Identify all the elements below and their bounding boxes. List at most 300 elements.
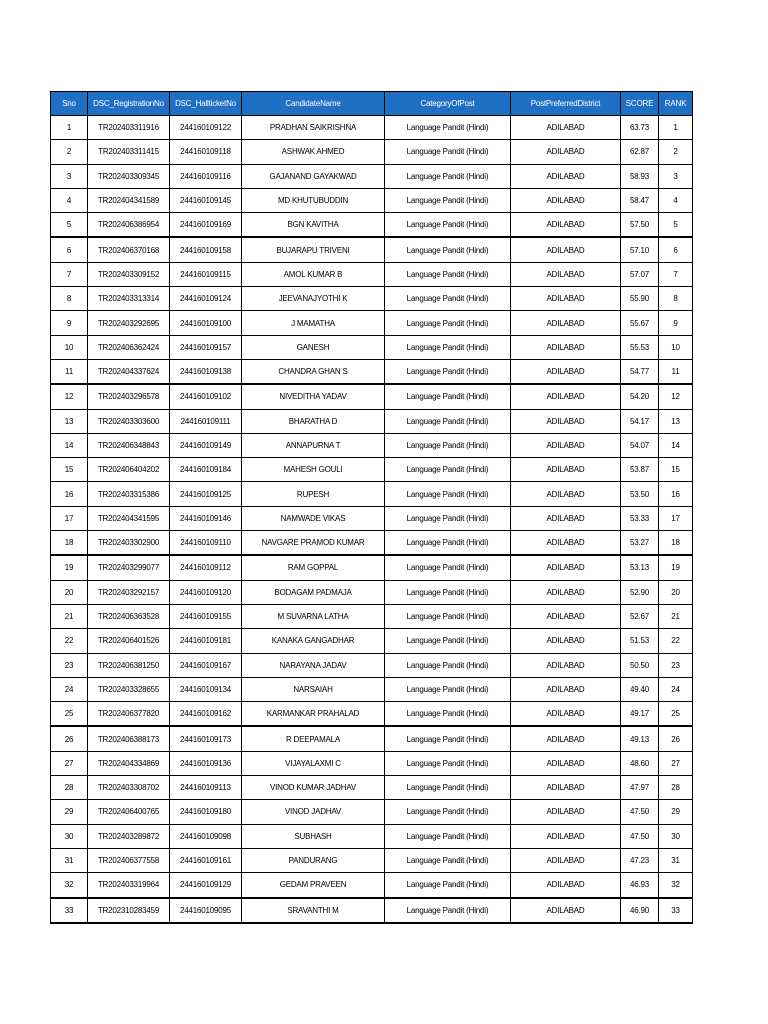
cell-score: 53.87 bbox=[621, 458, 659, 482]
cell-registration-no: TR202404341589 bbox=[88, 188, 170, 212]
cell-candidate-name: KARMANKAR PRAHALAD bbox=[242, 702, 385, 727]
table-row bbox=[51, 629, 693, 653]
cell-preferred-district: ADILABAD bbox=[511, 677, 621, 701]
cell-sno: 9 bbox=[51, 311, 88, 335]
cell-preferred-district: ADILABAD bbox=[511, 824, 621, 848]
cell-sno: 18 bbox=[51, 531, 88, 556]
cell-candidate-name: VIJAYALAXMI C bbox=[242, 751, 385, 775]
cell-category-of-post: Language Pandit (Hindi) bbox=[385, 604, 511, 628]
cell-registration-no: TR202406377558 bbox=[88, 848, 170, 872]
cell-score: 53.13 bbox=[621, 555, 659, 580]
cell-rank: 33 bbox=[659, 898, 693, 923]
cell-registration-no: TR202406348843 bbox=[88, 433, 170, 457]
cell-rank: 2 bbox=[659, 140, 693, 164]
cell-candidate-name: GAJANAND GAYAKWAD bbox=[242, 164, 385, 188]
cell-preferred-district: ADILABAD bbox=[511, 800, 621, 824]
cell-category-of-post: Language Pandit (Hindi) bbox=[385, 580, 511, 604]
cell-hallticket-no: 244160109118 bbox=[170, 140, 242, 164]
table-row bbox=[51, 751, 693, 775]
cell-hallticket-no: 244160109129 bbox=[170, 873, 242, 898]
cell-score: 62.87 bbox=[621, 140, 659, 164]
table-header bbox=[51, 92, 693, 116]
cell-hallticket-no: 244160109125 bbox=[170, 482, 242, 506]
cell-score: 63.73 bbox=[621, 116, 659, 140]
cell-candidate-name: ASHWAK AHMED bbox=[242, 140, 385, 164]
cell-category-of-post: Language Pandit (Hindi) bbox=[385, 702, 511, 727]
cell-hallticket-no: 244160109145 bbox=[170, 188, 242, 212]
cell-score: 47.50 bbox=[621, 800, 659, 824]
cell-sno: 3 bbox=[51, 164, 88, 188]
table-row bbox=[51, 482, 693, 506]
cell-hallticket-no: 244160109102 bbox=[170, 384, 242, 409]
cell-rank: 17 bbox=[659, 506, 693, 530]
cell-category-of-post: Language Pandit (Hindi) bbox=[385, 629, 511, 653]
cell-preferred-district: ADILABAD bbox=[511, 384, 621, 409]
table-body bbox=[51, 116, 693, 923]
table-row bbox=[51, 702, 693, 727]
cell-candidate-name: BHARATHA D bbox=[242, 409, 385, 433]
cell-registration-no: TR202404341595 bbox=[88, 506, 170, 530]
cell-hallticket-no: 244160109100 bbox=[170, 311, 242, 335]
cell-rank: 10 bbox=[659, 335, 693, 359]
cell-sno: 14 bbox=[51, 433, 88, 457]
cell-preferred-district: ADILABAD bbox=[511, 629, 621, 653]
cell-preferred-district: ADILABAD bbox=[511, 311, 621, 335]
col-header-hallticket-no: DSC_HallticketNo bbox=[170, 92, 242, 116]
table-row bbox=[51, 800, 693, 824]
cell-preferred-district: ADILABAD bbox=[511, 555, 621, 580]
cell-candidate-name: AMOL KUMAR B bbox=[242, 262, 385, 286]
table-row bbox=[51, 824, 693, 848]
cell-registration-no: TR202406370168 bbox=[88, 237, 170, 262]
cell-score: 57.07 bbox=[621, 262, 659, 286]
cell-preferred-district: ADILABAD bbox=[511, 898, 621, 923]
cell-sno: 23 bbox=[51, 653, 88, 677]
cell-preferred-district: ADILABAD bbox=[511, 262, 621, 286]
table-row bbox=[51, 677, 693, 701]
cell-registration-no: TR202404334869 bbox=[88, 751, 170, 775]
cell-score: 46.93 bbox=[621, 873, 659, 898]
cell-rank: 15 bbox=[659, 458, 693, 482]
cell-candidate-name: NARSAIAH bbox=[242, 677, 385, 701]
cell-candidate-name: CHANDRA GHAN S bbox=[242, 359, 385, 384]
cell-candidate-name: VINOD KUMAR JADHAV bbox=[242, 776, 385, 800]
cell-score: 55.67 bbox=[621, 311, 659, 335]
cell-category-of-post: Language Pandit (Hindi) bbox=[385, 506, 511, 530]
cell-candidate-name: MD KHUTUBUDDIN bbox=[242, 188, 385, 212]
table-row bbox=[51, 848, 693, 872]
cell-hallticket-no: 244160109157 bbox=[170, 335, 242, 359]
cell-category-of-post: Language Pandit (Hindi) bbox=[385, 531, 511, 556]
table-row bbox=[51, 531, 693, 556]
cell-preferred-district: ADILABAD bbox=[511, 433, 621, 457]
cell-registration-no: TR202310283459 bbox=[88, 898, 170, 923]
table-row bbox=[51, 555, 693, 580]
cell-hallticket-no: 244160109169 bbox=[170, 213, 242, 238]
col-header-candidate-name: CandidateName bbox=[242, 92, 385, 116]
cell-sno: 16 bbox=[51, 482, 88, 506]
cell-preferred-district: ADILABAD bbox=[511, 188, 621, 212]
header-row bbox=[51, 92, 693, 116]
table-row bbox=[51, 384, 693, 409]
cell-rank: 31 bbox=[659, 848, 693, 872]
cell-category-of-post: Language Pandit (Hindi) bbox=[385, 116, 511, 140]
table-row bbox=[51, 726, 693, 751]
cell-preferred-district: ADILABAD bbox=[511, 776, 621, 800]
cell-candidate-name: M SUVARNA LATHA bbox=[242, 604, 385, 628]
cell-rank: 18 bbox=[659, 531, 693, 556]
cell-registration-no: TR202406381250 bbox=[88, 653, 170, 677]
cell-registration-no: TR202403315386 bbox=[88, 482, 170, 506]
cell-score: 47.97 bbox=[621, 776, 659, 800]
cell-score: 52.67 bbox=[621, 604, 659, 628]
cell-candidate-name: GEDAM PRAVEEN bbox=[242, 873, 385, 898]
table-row bbox=[51, 188, 693, 212]
cell-score: 58.47 bbox=[621, 188, 659, 212]
cell-registration-no: TR202403311916 bbox=[88, 116, 170, 140]
cell-rank: 8 bbox=[659, 287, 693, 311]
cell-hallticket-no: 244160109149 bbox=[170, 433, 242, 457]
cell-registration-no: TR202403296578 bbox=[88, 384, 170, 409]
cell-candidate-name: SRAVANTHI M bbox=[242, 898, 385, 923]
cell-registration-no: TR202406363528 bbox=[88, 604, 170, 628]
cell-candidate-name: PANDURANG bbox=[242, 848, 385, 872]
cell-category-of-post: Language Pandit (Hindi) bbox=[385, 726, 511, 751]
cell-sno: 26 bbox=[51, 726, 88, 751]
cell-category-of-post: Language Pandit (Hindi) bbox=[385, 482, 511, 506]
cell-rank: 11 bbox=[659, 359, 693, 384]
cell-candidate-name: J MAMATHA bbox=[242, 311, 385, 335]
col-header-registration-no: DSC_RegistrationNo bbox=[88, 92, 170, 116]
cell-rank: 32 bbox=[659, 873, 693, 898]
cell-rank: 6 bbox=[659, 237, 693, 262]
table-row bbox=[51, 506, 693, 530]
cell-category-of-post: Language Pandit (Hindi) bbox=[385, 433, 511, 457]
cell-sno: 31 bbox=[51, 848, 88, 872]
cell-sno: 27 bbox=[51, 751, 88, 775]
cell-registration-no: TR202403308702 bbox=[88, 776, 170, 800]
cell-registration-no: TR202406400765 bbox=[88, 800, 170, 824]
cell-category-of-post: Language Pandit (Hindi) bbox=[385, 848, 511, 872]
cell-registration-no: TR202406362424 bbox=[88, 335, 170, 359]
cell-sno: 19 bbox=[51, 555, 88, 580]
cell-candidate-name: PRADHAN SAIKRISHNA bbox=[242, 116, 385, 140]
cell-score: 53.33 bbox=[621, 506, 659, 530]
cell-category-of-post: Language Pandit (Hindi) bbox=[385, 677, 511, 701]
cell-registration-no: TR202403309345 bbox=[88, 164, 170, 188]
cell-sno: 22 bbox=[51, 629, 88, 653]
table-row bbox=[51, 898, 693, 923]
cell-preferred-district: ADILABAD bbox=[511, 482, 621, 506]
cell-hallticket-no: 244160109155 bbox=[170, 604, 242, 628]
cell-score: 54.77 bbox=[621, 359, 659, 384]
cell-candidate-name: MAHESH GOULI bbox=[242, 458, 385, 482]
cell-category-of-post: Language Pandit (Hindi) bbox=[385, 898, 511, 923]
cell-score: 47.50 bbox=[621, 824, 659, 848]
cell-rank: 24 bbox=[659, 677, 693, 701]
table-row bbox=[51, 164, 693, 188]
cell-category-of-post: Language Pandit (Hindi) bbox=[385, 140, 511, 164]
cell-category-of-post: Language Pandit (Hindi) bbox=[385, 751, 511, 775]
cell-hallticket-no: 244160109134 bbox=[170, 677, 242, 701]
cell-rank: 23 bbox=[659, 653, 693, 677]
cell-registration-no: TR202403328655 bbox=[88, 677, 170, 701]
cell-candidate-name: JEEVANAJYOTHI K bbox=[242, 287, 385, 311]
cell-hallticket-no: 244160109184 bbox=[170, 458, 242, 482]
cell-registration-no: TR202403299077 bbox=[88, 555, 170, 580]
cell-hallticket-no: 244160109098 bbox=[170, 824, 242, 848]
cell-score: 49.13 bbox=[621, 726, 659, 751]
cell-score: 54.20 bbox=[621, 384, 659, 409]
table-row bbox=[51, 116, 693, 140]
table-row bbox=[51, 653, 693, 677]
cell-preferred-district: ADILABAD bbox=[511, 506, 621, 530]
cell-candidate-name: KANAKA GANGADHAR bbox=[242, 629, 385, 653]
cell-rank: 20 bbox=[659, 580, 693, 604]
cell-sno: 29 bbox=[51, 800, 88, 824]
cell-preferred-district: ADILABAD bbox=[511, 580, 621, 604]
cell-score: 51.53 bbox=[621, 629, 659, 653]
cell-rank: 5 bbox=[659, 213, 693, 238]
merit-list-table bbox=[50, 91, 693, 924]
cell-sno: 28 bbox=[51, 776, 88, 800]
cell-sno: 32 bbox=[51, 873, 88, 898]
cell-rank: 7 bbox=[659, 262, 693, 286]
cell-candidate-name: BODAGAM PADMAJA bbox=[242, 580, 385, 604]
cell-hallticket-no: 244160109138 bbox=[170, 359, 242, 384]
cell-category-of-post: Language Pandit (Hindi) bbox=[385, 384, 511, 409]
cell-rank: 13 bbox=[659, 409, 693, 433]
table-row bbox=[51, 776, 693, 800]
cell-category-of-post: Language Pandit (Hindi) bbox=[385, 164, 511, 188]
col-header-sno: Sno bbox=[51, 92, 88, 116]
cell-candidate-name: BUJARAPU TRIVENI bbox=[242, 237, 385, 262]
cell-hallticket-no: 244160109122 bbox=[170, 116, 242, 140]
cell-category-of-post: Language Pandit (Hindi) bbox=[385, 311, 511, 335]
cell-registration-no: TR202403319964 bbox=[88, 873, 170, 898]
cell-score: 49.40 bbox=[621, 677, 659, 701]
cell-category-of-post: Language Pandit (Hindi) bbox=[385, 800, 511, 824]
cell-registration-no: TR202406386954 bbox=[88, 213, 170, 238]
cell-sno: 7 bbox=[51, 262, 88, 286]
cell-hallticket-no: 244160109162 bbox=[170, 702, 242, 727]
table-row bbox=[51, 140, 693, 164]
cell-category-of-post: Language Pandit (Hindi) bbox=[385, 262, 511, 286]
cell-score: 48.60 bbox=[621, 751, 659, 775]
cell-sno: 5 bbox=[51, 213, 88, 238]
cell-hallticket-no: 244160109167 bbox=[170, 653, 242, 677]
cell-candidate-name: NAVGARE PRAMOD KUMAR bbox=[242, 531, 385, 556]
cell-preferred-district: ADILABAD bbox=[511, 531, 621, 556]
table-row bbox=[51, 262, 693, 286]
cell-hallticket-no: 244160109115 bbox=[170, 262, 242, 286]
cell-candidate-name: GANESH bbox=[242, 335, 385, 359]
cell-preferred-district: ADILABAD bbox=[511, 213, 621, 238]
cell-hallticket-no: 244160109180 bbox=[170, 800, 242, 824]
cell-registration-no: TR202406404202 bbox=[88, 458, 170, 482]
cell-score: 50.50 bbox=[621, 653, 659, 677]
cell-registration-no: TR202403311415 bbox=[88, 140, 170, 164]
cell-sno: 24 bbox=[51, 677, 88, 701]
cell-score: 58.93 bbox=[621, 164, 659, 188]
cell-preferred-district: ADILABAD bbox=[511, 702, 621, 727]
cell-category-of-post: Language Pandit (Hindi) bbox=[385, 776, 511, 800]
cell-category-of-post: Language Pandit (Hindi) bbox=[385, 653, 511, 677]
cell-sno: 33 bbox=[51, 898, 88, 923]
cell-rank: 3 bbox=[659, 164, 693, 188]
cell-preferred-district: ADILABAD bbox=[511, 604, 621, 628]
cell-preferred-district: ADILABAD bbox=[511, 359, 621, 384]
cell-registration-no: TR202406377820 bbox=[88, 702, 170, 727]
cell-score: 54.17 bbox=[621, 409, 659, 433]
cell-hallticket-no: 244160109124 bbox=[170, 287, 242, 311]
cell-preferred-district: ADILABAD bbox=[511, 116, 621, 140]
cell-category-of-post: Language Pandit (Hindi) bbox=[385, 287, 511, 311]
cell-score: 53.27 bbox=[621, 531, 659, 556]
cell-hallticket-no: 244160109113 bbox=[170, 776, 242, 800]
table-row bbox=[51, 433, 693, 457]
cell-rank: 25 bbox=[659, 702, 693, 727]
cell-preferred-district: ADILABAD bbox=[511, 335, 621, 359]
table-row bbox=[51, 213, 693, 238]
cell-hallticket-no: 244160109095 bbox=[170, 898, 242, 923]
cell-score: 55.53 bbox=[621, 335, 659, 359]
cell-preferred-district: ADILABAD bbox=[511, 653, 621, 677]
cell-candidate-name: VINOD JADHAV bbox=[242, 800, 385, 824]
cell-category-of-post: Language Pandit (Hindi) bbox=[385, 824, 511, 848]
cell-candidate-name: R DEEPAMALA bbox=[242, 726, 385, 751]
cell-preferred-district: ADILABAD bbox=[511, 873, 621, 898]
cell-registration-no: TR202403292157 bbox=[88, 580, 170, 604]
cell-rank: 16 bbox=[659, 482, 693, 506]
cell-hallticket-no: 244160109110 bbox=[170, 531, 242, 556]
cell-sno: 2 bbox=[51, 140, 88, 164]
cell-candidate-name: NAMWADE VIKAS bbox=[242, 506, 385, 530]
cell-candidate-name: NARAYANA JADAV bbox=[242, 653, 385, 677]
cell-score: 46.90 bbox=[621, 898, 659, 923]
cell-candidate-name: RUPESH bbox=[242, 482, 385, 506]
table-row bbox=[51, 287, 693, 311]
cell-category-of-post: Language Pandit (Hindi) bbox=[385, 188, 511, 212]
cell-registration-no: TR202403289872 bbox=[88, 824, 170, 848]
cell-preferred-district: ADILABAD bbox=[511, 751, 621, 775]
cell-category-of-post: Language Pandit (Hindi) bbox=[385, 213, 511, 238]
cell-registration-no: TR202406388173 bbox=[88, 726, 170, 751]
cell-sno: 4 bbox=[51, 188, 88, 212]
col-header-category-of-post: CategoryOfPost bbox=[385, 92, 511, 116]
table-row bbox=[51, 335, 693, 359]
cell-score: 47.23 bbox=[621, 848, 659, 872]
cell-hallticket-no: 244160109161 bbox=[170, 848, 242, 872]
cell-hallticket-no: 244160109173 bbox=[170, 726, 242, 751]
cell-candidate-name: BGN KAVITHA bbox=[242, 213, 385, 238]
cell-registration-no: TR202403303600 bbox=[88, 409, 170, 433]
col-header-rank: RANK bbox=[659, 92, 693, 116]
cell-preferred-district: ADILABAD bbox=[511, 458, 621, 482]
cell-registration-no: TR202403313314 bbox=[88, 287, 170, 311]
cell-sno: 1 bbox=[51, 116, 88, 140]
cell-category-of-post: Language Pandit (Hindi) bbox=[385, 873, 511, 898]
cell-score: 52.90 bbox=[621, 580, 659, 604]
cell-preferred-district: ADILABAD bbox=[511, 287, 621, 311]
cell-sno: 6 bbox=[51, 237, 88, 262]
cell-rank: 9 bbox=[659, 311, 693, 335]
cell-rank: 21 bbox=[659, 604, 693, 628]
table-row bbox=[51, 458, 693, 482]
cell-preferred-district: ADILABAD bbox=[511, 237, 621, 262]
cell-registration-no: TR202403302900 bbox=[88, 531, 170, 556]
cell-category-of-post: Language Pandit (Hindi) bbox=[385, 555, 511, 580]
cell-sno: 8 bbox=[51, 287, 88, 311]
cell-score: 49.17 bbox=[621, 702, 659, 727]
table-row bbox=[51, 311, 693, 335]
cell-hallticket-no: 244160109158 bbox=[170, 237, 242, 262]
cell-preferred-district: ADILABAD bbox=[511, 164, 621, 188]
cell-hallticket-no: 244160109136 bbox=[170, 751, 242, 775]
cell-sno: 20 bbox=[51, 580, 88, 604]
cell-score: 55.90 bbox=[621, 287, 659, 311]
cell-candidate-name: SUBHASH bbox=[242, 824, 385, 848]
cell-rank: 29 bbox=[659, 800, 693, 824]
cell-sno: 15 bbox=[51, 458, 88, 482]
cell-rank: 22 bbox=[659, 629, 693, 653]
cell-candidate-name: NIVEDITHA YADAV bbox=[242, 384, 385, 409]
cell-score: 57.10 bbox=[621, 237, 659, 262]
cell-category-of-post: Language Pandit (Hindi) bbox=[385, 335, 511, 359]
cell-rank: 4 bbox=[659, 188, 693, 212]
cell-score: 57.50 bbox=[621, 213, 659, 238]
cell-category-of-post: Language Pandit (Hindi) bbox=[385, 359, 511, 384]
cell-category-of-post: Language Pandit (Hindi) bbox=[385, 237, 511, 262]
cell-registration-no: TR202403309152 bbox=[88, 262, 170, 286]
col-header-preferred-district: PostPreferredDistrict bbox=[511, 92, 621, 116]
cell-sno: 12 bbox=[51, 384, 88, 409]
cell-hallticket-no: 244160109111 bbox=[170, 409, 242, 433]
cell-category-of-post: Language Pandit (Hindi) bbox=[385, 458, 511, 482]
cell-rank: 1 bbox=[659, 116, 693, 140]
cell-registration-no: TR202406401526 bbox=[88, 629, 170, 653]
cell-rank: 27 bbox=[659, 751, 693, 775]
cell-sno: 30 bbox=[51, 824, 88, 848]
cell-hallticket-no: 244160109112 bbox=[170, 555, 242, 580]
cell-preferred-district: ADILABAD bbox=[511, 848, 621, 872]
cell-hallticket-no: 244160109120 bbox=[170, 580, 242, 604]
cell-hallticket-no: 244160109116 bbox=[170, 164, 242, 188]
cell-sno: 25 bbox=[51, 702, 88, 727]
table-row bbox=[51, 604, 693, 628]
cell-registration-no: TR202404337624 bbox=[88, 359, 170, 384]
table-row bbox=[51, 359, 693, 384]
cell-rank: 26 bbox=[659, 726, 693, 751]
cell-rank: 30 bbox=[659, 824, 693, 848]
cell-hallticket-no: 244160109146 bbox=[170, 506, 242, 530]
cell-preferred-district: ADILABAD bbox=[511, 140, 621, 164]
cell-candidate-name: RAM GOPPAL bbox=[242, 555, 385, 580]
cell-score: 53.50 bbox=[621, 482, 659, 506]
cell-rank: 12 bbox=[659, 384, 693, 409]
cell-preferred-district: ADILABAD bbox=[511, 726, 621, 751]
cell-rank: 28 bbox=[659, 776, 693, 800]
cell-sno: 17 bbox=[51, 506, 88, 530]
cell-preferred-district: ADILABAD bbox=[511, 409, 621, 433]
cell-category-of-post: Language Pandit (Hindi) bbox=[385, 409, 511, 433]
cell-registration-no: TR202403292695 bbox=[88, 311, 170, 335]
cell-sno: 13 bbox=[51, 409, 88, 433]
cell-sno: 21 bbox=[51, 604, 88, 628]
cell-sno: 10 bbox=[51, 335, 88, 359]
table-row bbox=[51, 237, 693, 262]
col-header-score: SCORE bbox=[621, 92, 659, 116]
